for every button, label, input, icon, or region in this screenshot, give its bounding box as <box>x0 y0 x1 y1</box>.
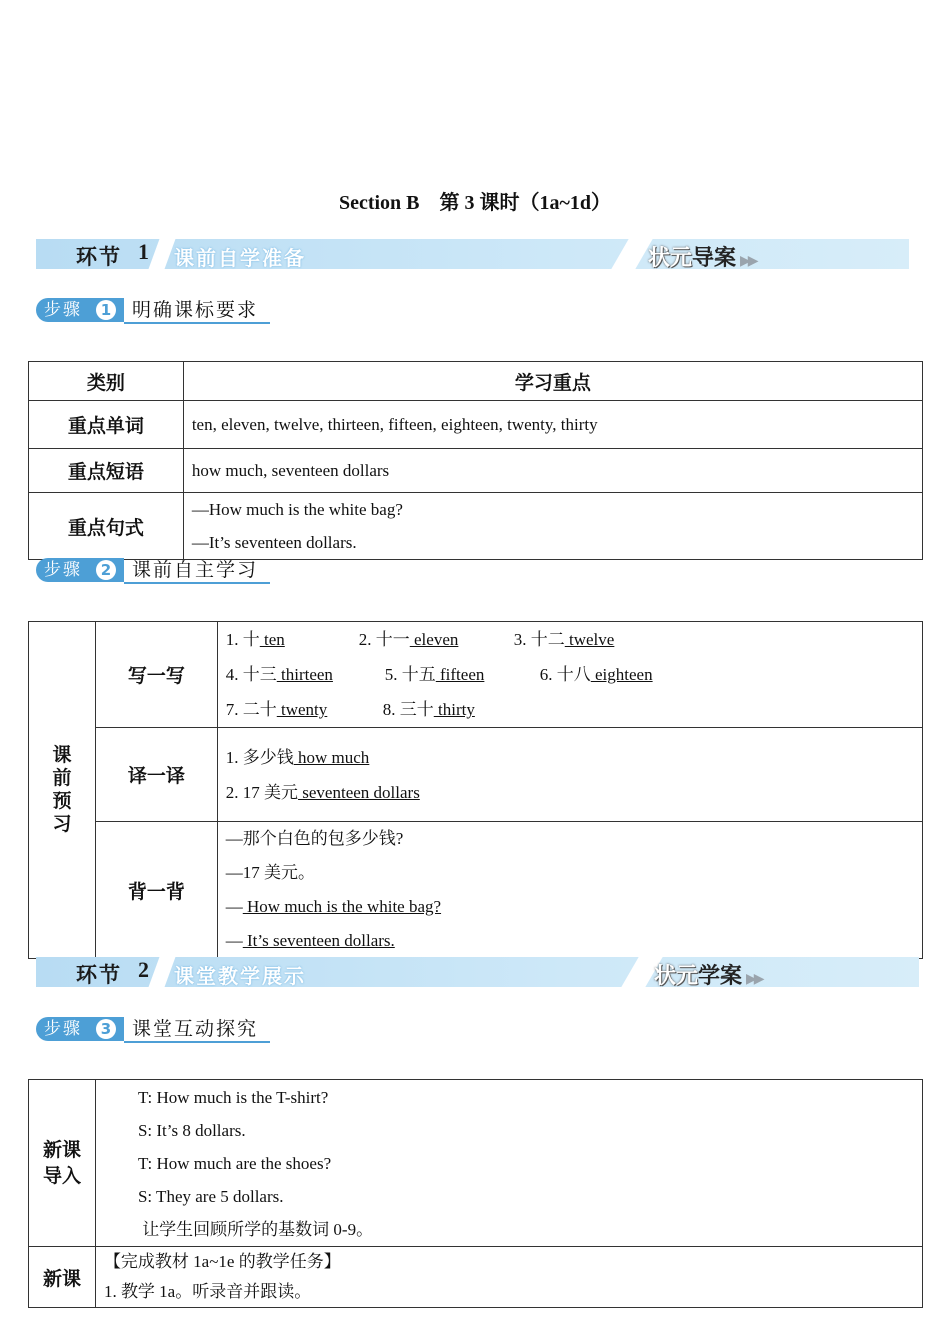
new-label: 新课 <box>29 1247 96 1308</box>
banner-title: 课前自学准备 <box>174 246 306 270</box>
banner-right-label: 状元学案 ▶▶ <box>654 964 762 989</box>
step-label-3 <box>36 1017 270 1043</box>
sentence-line: —How much is the white bag? <box>191 500 403 519</box>
write-row: 4. 十三 thirteen 5. 十五 fifteen 6. 十八 eighteen <box>225 665 653 684</box>
step-text: 课堂互动探究 <box>132 1018 259 1040</box>
sentence-line: —It’s seventeen dollars. <box>191 533 357 552</box>
answer: eighteen <box>590 665 653 684</box>
section-banner-1 <box>36 239 909 269</box>
write-row: 1. 十 ten 2. 十一 eleven 3. 十二 twelve <box>225 630 615 649</box>
preview-table <box>28 621 923 959</box>
banner-number: 2 <box>138 957 149 982</box>
answer: twelve <box>564 630 615 649</box>
step-pill: 步骤 <box>36 1017 124 1041</box>
content-cell <box>183 493 922 560</box>
banner-title: 课堂教学展示 <box>174 964 306 988</box>
double-arrow-icon: ▶▶ <box>746 971 762 987</box>
dialog-line: 让学生回顾所学的基数词 0-9。 <box>137 1219 374 1239</box>
write-row: 7. 二十 twenty 8. 三十 thirty <box>225 700 475 719</box>
translate-row: 2. 17 美元 seventeen dollars <box>225 782 420 802</box>
step-underline <box>124 322 270 324</box>
header-category: 类别 <box>29 362 184 401</box>
content-cell: how much, seventeen dollars <box>183 449 922 493</box>
recite-line: — How much is the white bag? <box>225 897 442 916</box>
recite-label: 背一背 <box>95 822 217 959</box>
objectives-table <box>28 361 923 560</box>
write-content <box>217 622 922 728</box>
intro-label: 新课导入 <box>42 1139 81 1187</box>
classroom-table <box>28 1079 923 1308</box>
answer: thirty <box>433 700 475 719</box>
intro-content <box>95 1080 922 1247</box>
task-line: 【完成教材 1a~1e 的教学任务】 <box>103 1252 341 1271</box>
content-cell: ten, eleven, twelve, thirteen, fifteen, eighteen, twenty, thirty <box>183 401 922 449</box>
step-label-2 <box>36 558 270 584</box>
page-title: Section B 第 3 课时（1a~1d） <box>338 192 612 214</box>
answer: twenty <box>276 700 328 719</box>
answer: ten <box>259 630 285 649</box>
answer: fifteen <box>435 665 485 684</box>
category-cell: 重点句式 <box>29 493 184 560</box>
double-arrow-icon: ▶▶ <box>740 253 756 269</box>
banner-lead: 环节 <box>76 963 122 987</box>
side-label: 课前预习 <box>52 744 72 835</box>
write-label: 写一写 <box>95 622 217 728</box>
answer: thirteen <box>276 665 333 684</box>
dialog-line: T: How much is the T-shirt? <box>137 1087 329 1107</box>
answer: It’s seventeen dollars. <box>242 931 395 950</box>
dialog-line: S: It’s 8 dollars. <box>137 1120 246 1140</box>
banner-right-label: 状元导案 ▶▶ <box>648 246 756 271</box>
recite-line: —那个白色的包多少钱? <box>225 829 404 848</box>
banner-lead: 环节 <box>76 245 122 269</box>
banner-divider <box>149 239 176 269</box>
recite-content <box>217 822 922 959</box>
step-number: 2 <box>96 560 116 580</box>
step-text: 明确课标要求 <box>132 299 259 321</box>
section-banner-2 <box>36 957 919 987</box>
task-line: 1. 教学 1a。听录音并跟读。 <box>103 1282 312 1301</box>
category-cell: 重点单词 <box>29 401 184 449</box>
banner-cut <box>611 239 652 269</box>
answer: seventeen dollars <box>298 782 420 802</box>
translate-row: 1. 多少钱 how much <box>225 747 370 767</box>
step-label-1 <box>36 298 270 324</box>
translate-label: 译一译 <box>95 728 217 822</box>
category-cell: 重点短语 <box>29 449 184 493</box>
step-pill: 步骤 <box>36 558 124 582</box>
answer: how much <box>293 747 370 767</box>
answer: How much is the white bag? <box>242 897 442 916</box>
side-label-cell <box>29 622 96 959</box>
step-number: 3 <box>96 1019 116 1039</box>
translate-content <box>217 728 922 822</box>
answer: eleven <box>409 630 459 649</box>
intro-label-cell <box>29 1080 96 1247</box>
dialog-line: T: How much are the shoes? <box>137 1153 332 1173</box>
step-pill: 步骤 <box>36 298 124 322</box>
dialog-line: S: They are 5 dollars. <box>137 1186 284 1206</box>
recite-line: —17 美元。 <box>225 863 316 882</box>
banner-number: 1 <box>138 239 149 264</box>
recite-line: — It’s seventeen dollars. <box>225 931 395 950</box>
step-number: 1 <box>96 300 116 320</box>
header-focus: 学习重点 <box>183 362 922 401</box>
step-text: 课前自主学习 <box>132 559 259 581</box>
new-content <box>95 1247 922 1308</box>
banner-divider <box>149 957 176 987</box>
step-underline <box>124 582 270 584</box>
step-underline <box>124 1041 270 1043</box>
